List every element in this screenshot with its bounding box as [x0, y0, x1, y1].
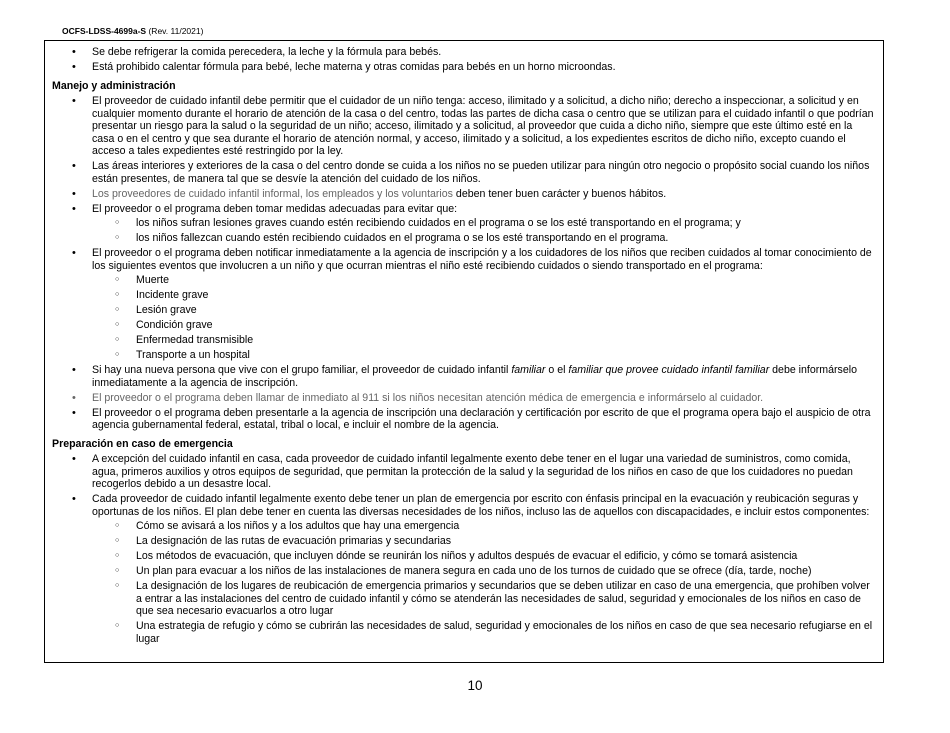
sub-list-item: ○ Enfermedad transmisible	[92, 334, 876, 347]
list-item	[51, 188, 876, 201]
sub-list-item: ○ La designación de los lugares de reubicación de emergencia primarios y secundarios que se deben utilizar en caso de una emergencia, que prohíben volver a entrar a las instalaciones del centro de cuidado infantil y cómo se atenderán las necesidades de salud, seguridad y emocionales de los niños en caso de que sea necesario evacuarlos a otro lugar	[92, 580, 876, 618]
list-item	[51, 247, 876, 362]
sub-list-item: ○ Condición grave	[92, 319, 876, 332]
section-title-emergency: Preparación en caso de emergencia	[52, 437, 233, 450]
sub-list-item: ○ Incidente grave	[92, 289, 876, 302]
sub-list-item: ○ Cómo se avisará a los niños y a los adultos que hay una emergencia	[92, 520, 876, 533]
section-title-management: Manejo y administración	[52, 79, 176, 92]
management-bullet-list	[51, 95, 876, 432]
list-item: • El proveedor de cuidado infantil debe permitir que el cuidador de un niño tenga: acceso, ilimitado y a solicitud, a dicho niño; derecho a inspeccionar, a solicitud y en cualquier momento durante el horario de atención de la casa o del centro, todas las partes de dicha casa o centro que se utilizan para el cuidado infantil o que podrían presentar un riesgo para la salud o la seguridad de un niño; acceso, ilimitado y a solicitud, al proveedor que cuida a dicho niño, siempre que este último esté en la casa o en el centro y que sea durante el horario de atención normal, y acceso, ilimitado y a solicitud, a los expedientes escritos de dicho niño, excepto cuando el acceso a tales expedientes esté restringido por la ley.	[51, 95, 876, 158]
list-item-text: El proveedor o el programa deben tomar medidas adecuadas para evitar que:	[92, 202, 458, 215]
list-item: • El proveedor o el programa deben llamar de inmediato al 911 si los niños necesitan atención médica de emergencia e informárselo al cuidador.	[51, 392, 876, 405]
list-item-text: Si hay una nueva persona que vive con el grupo familiar, el proveedor de cuidado infantil	[92, 364, 512, 376]
list-item	[51, 493, 876, 645]
list-item-text: debe informárselo inmediatamente a la agencia de inscripción.	[92, 364, 857, 389]
page-number: 10	[467, 678, 483, 693]
list-item: • El proveedor o el programa deben presentarle a la agencia de inscripción una declaración y certificación por escrito de que el programa opera bajo el auspicio de otra agencia gubernamental federal, estatal, tribal o local, e incluir el nombre de la agencia.	[51, 407, 876, 432]
list-item: • Las áreas interiores y exteriores de la casa o del centro donde se cuida a los niños no se pueden utilizar para ningún otro negocio o propósito social cuando los niños están presentes, de manera tal que se desvíe la atención del cuidado de los niños.	[51, 160, 876, 185]
list-item-text: o el	[545, 364, 569, 376]
list-item	[51, 203, 876, 245]
list-item-text: deben tener buen carácter y buenos hábitos.	[452, 187, 667, 200]
sub-list	[92, 274, 876, 362]
sub-list	[92, 520, 876, 645]
sub-list-item: ○ Transporte a un hospital	[92, 349, 876, 362]
list-item-text: El proveedor o el programa deben notificar inmediatamente a la agencia de inscripción y a los cuidadores de los niños que reciben cuidados al tomar conocimiento de los siguientes eventos que involucren a un niño y que ocurran mientras el niño esté recibiendo cuidados o siendo transportado en el programa:	[92, 247, 872, 272]
list-item	[51, 364, 876, 389]
sub-list-item: ○ Lesión grave	[92, 304, 876, 317]
sub-list-item: ○ Un plan para evacuar a los niños de las instalaciones de manera segura en cada uno de los turnos de cuidado que se ofrece (día, tarde, noche)	[92, 565, 876, 578]
sub-list-item: ○ Una estrategia de refugio y cómo se cubrirán las necesidades de salud, seguridad y emocionales de los niños en caso de que sea necesario refugiarse en el lugar	[92, 620, 876, 645]
list-item-text: Cada proveedor de cuidado infantil legalmente exento debe tener un plan de emergencia por escrito con énfasis principal en la evacuación y reubicación seguras y oportunas de los niños. El plan debe tener en cuenta las diversas necesidades de los niños, incluso las de aquellos con discapacidades, e incluir estos componentes:	[92, 493, 870, 518]
italic-text: familiar que provee cuidado infantil familiar	[568, 364, 770, 376]
list-item: • Está prohibido calentar fórmula para bebé, leche materna y otras comidas para bebés en un horno microondas.	[51, 61, 876, 74]
sub-list-item: ○ La designación de las rutas de evacuación primarias y secundarias	[92, 535, 876, 548]
list-item: • A excepción del cuidado infantil en casa, cada proveedor de cuidado infantil legalmente exento debe tener en el lugar una variedad de suministros, como comida, agua, primeros auxilios y otros equipos de seguridad, que permitan la protección de la salud y la seguridad de los niños en caso de que los cuidadores no puedan recogerlos debido a un desastre local.	[51, 453, 876, 491]
list-item: • Se debe refrigerar la comida perecedera, la leche y la fórmula para bebés.	[51, 46, 876, 59]
sub-list-item: ○ Muerte	[92, 274, 876, 287]
sub-list	[92, 217, 876, 245]
sub-list-item: ○ los niños sufran lesiones graves cuando estén recibiendo cuidados en el programa o se los esté transportando en el programa; y	[92, 217, 876, 230]
intro-bullet-list	[51, 46, 876, 74]
form-header	[62, 26, 203, 36]
form-revision: (Rev. 11/2021)	[148, 26, 204, 36]
document-frame	[44, 40, 884, 663]
gray-text: Los proveedores de cuidado infantil informal, los empleados y los voluntarios	[92, 187, 453, 200]
sub-list-item: ○ Los métodos de evacuación, que incluyen dónde se reunirán los niños y adultos después de evacuar el edificio, y cómo se tomará asistencia	[92, 550, 876, 563]
emergency-bullet-list	[51, 453, 876, 645]
sub-list-item: ○ los niños fallezcan cuando estén recibiendo cuidados en el programa o se los esté transportando en el programa.	[92, 232, 876, 245]
italic-text: familiar	[511, 364, 546, 376]
form-code: OCFS-LDSS-4699a-S	[62, 26, 147, 36]
